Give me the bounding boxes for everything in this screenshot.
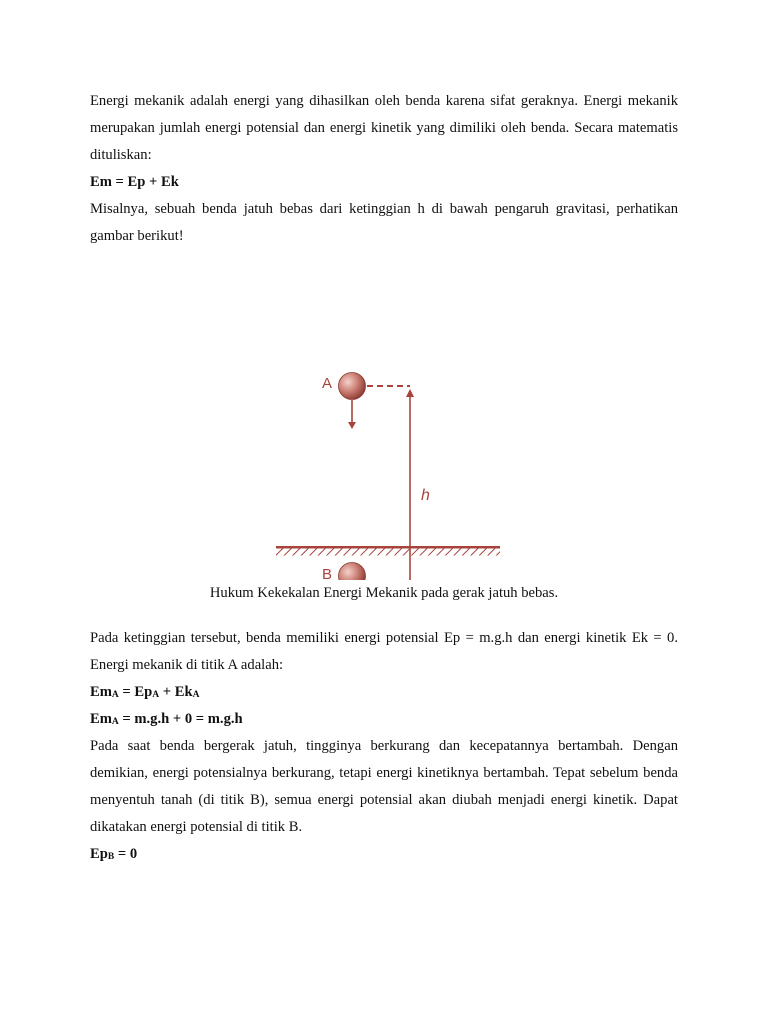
ground-hatch (276, 546, 500, 556)
height-arrow-head-top (406, 389, 414, 397)
example-paragraph: Misalnya, sebuah benda jatuh bebas dari ketinggian h di bawah pengaruh gravitasi, perhatikan gambar berikut! (90, 201, 678, 244)
label-point-b: B (322, 566, 333, 580)
equation-em-a-sum: $Em_A = Ep_A + Ek_A$ (90, 684, 200, 700)
potential-energy-paragraph: Pada ketinggian tersebut, benda memiliki energi potensial Ep = m.g.h dan energi kinetik Ek = 0. Energi mekanik di titik A adalah: (90, 630, 678, 673)
intro-paragraph: Energi mekanik adalah energi yang dihasilkan oleh benda karena sifat geraknya. Energi mekanik merupakan jumlah energi potensial dan energi kinetik yang dimiliki oleh benda. Secara matematis dituliskan: (90, 93, 678, 163)
equation-ep-b: $Ep_B = 0$ (90, 846, 138, 862)
ball-b (339, 563, 366, 581)
document-page (90, 88, 678, 868)
figure-caption: Hukum Kekekalan Energi Mekanik pada gerak jatuh bebas. (209, 585, 559, 601)
ball-a (339, 373, 366, 400)
label-height-h: h (421, 487, 430, 504)
energy-conversion-paragraph: Pada saat benda bergerak jatuh, tingginya berkurang dan kecepatannya bertambah. Dengan demikian, energi potensialnya berkurang, tetapi energi kinetiknya bertambah. Tepat sebelum benda menyentuh tanah (di titik B), semua energi potensial akan diubah menjadi energi kinetik. Dapat dikatakan energi potensial di titik B. (90, 738, 678, 835)
label-point-a: A (322, 375, 333, 392)
free-fall-diagram (90, 250, 678, 580)
equation-em-a-value: $Em_A = m.g.h + 0 = m.g.h$ (90, 711, 243, 727)
free-fall-figure (90, 250, 678, 580)
fall-arrow-head (348, 422, 356, 429)
ground-surface (276, 539, 500, 549)
formula-mechanical-energy: Em = Ep + Ek (90, 174, 179, 190)
